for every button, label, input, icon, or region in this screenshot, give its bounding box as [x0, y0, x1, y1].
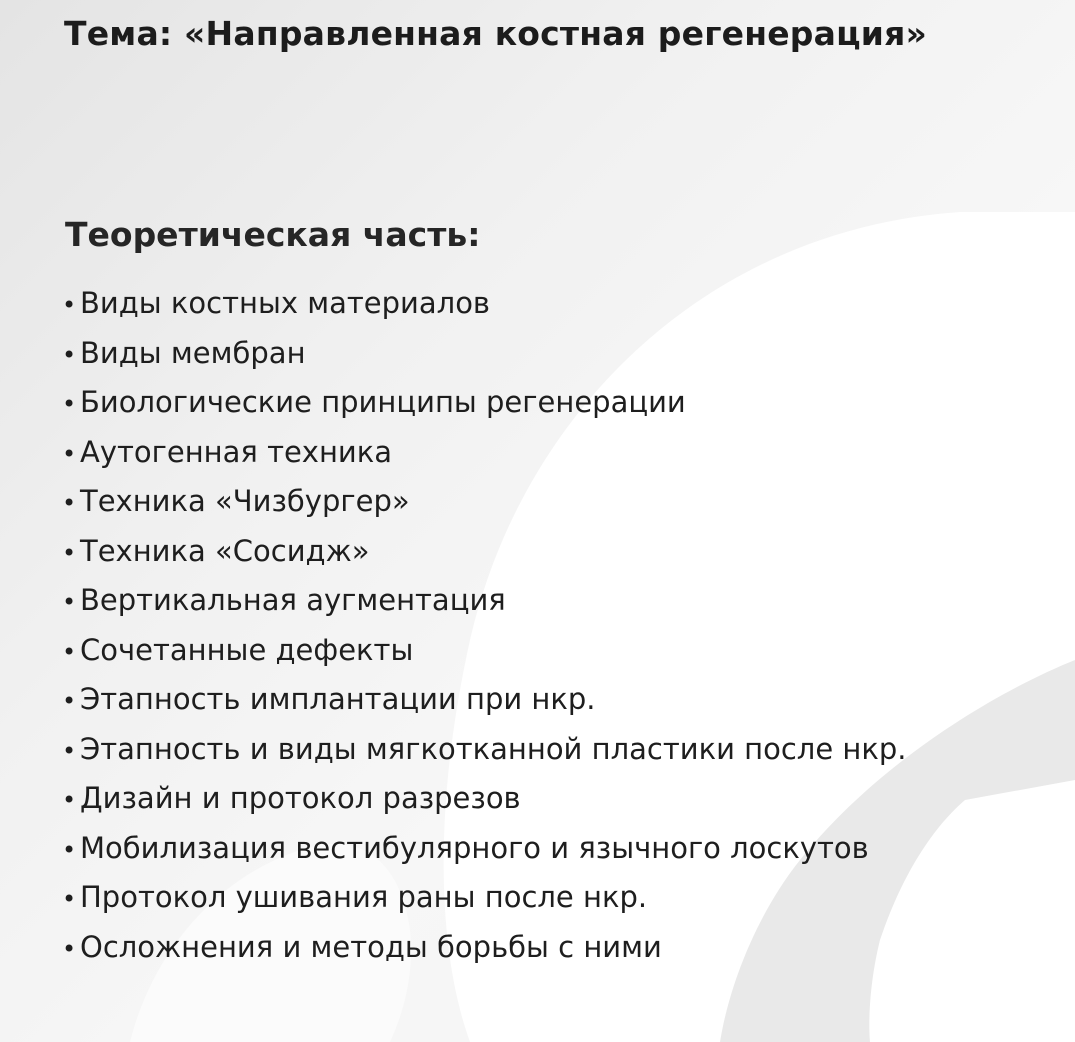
bullet-icon: •	[62, 390, 77, 418]
topic-label: Дизайн и протокол разрезов	[80, 781, 521, 815]
bullet-icon: •	[62, 588, 77, 616]
bullet-icon: •	[62, 291, 77, 319]
bullet-icon: •	[62, 934, 77, 963]
topic-label: Осложнения и методы борьбы с ними	[80, 929, 662, 964]
bullet-icon: •	[62, 736, 77, 765]
list-item	[62, 774, 907, 824]
topic-label: Техника «Сосидж»	[80, 533, 370, 568]
list-item	[62, 329, 907, 379]
list-item	[62, 626, 907, 676]
section-heading: Теоретическая часть:	[65, 215, 481, 254]
topic-list	[62, 279, 907, 972]
list-item	[62, 527, 907, 577]
bullet-icon: •	[62, 885, 77, 913]
topic-label: Этапность имплантации при нкр.	[80, 682, 596, 716]
bullet-icon: •	[62, 489, 77, 517]
list-item	[62, 675, 907, 725]
topic-label: Виды мембран	[80, 335, 306, 370]
topic-label: Виды костных материалов	[80, 286, 491, 320]
topic-label: Вертикальная аугментация	[80, 583, 506, 617]
list-item	[62, 923, 907, 973]
bullet-icon: •	[62, 439, 77, 468]
topic-label: Протокол ушивания раны после нкр.	[80, 880, 648, 914]
bullet-icon: •	[62, 538, 77, 567]
topic-label: Сочетанные дефекты	[80, 632, 414, 667]
list-item	[62, 477, 907, 527]
topic-label: Биологические принципы регенерации	[80, 385, 686, 419]
list-item	[62, 873, 907, 923]
bullet-icon: •	[62, 687, 77, 715]
list-item	[62, 576, 907, 626]
list-item	[62, 824, 907, 874]
list-item	[62, 378, 907, 428]
topic-label: Мобилизация вестибулярного и язычного лоскутов	[80, 830, 869, 865]
list-item	[62, 279, 907, 329]
page-title: Тема: «Направленная костная регенерация»	[64, 14, 927, 53]
list-item	[62, 428, 907, 478]
list-item	[62, 725, 907, 775]
topic-label: Аутогенная техника	[80, 434, 393, 469]
bullet-icon: •	[62, 637, 77, 666]
bullet-icon: •	[62, 340, 77, 369]
topic-label: Техника «Чизбургер»	[80, 484, 410, 518]
bullet-icon: •	[62, 835, 77, 864]
topic-label: Этапность и виды мягкотканной пластики после нкр.	[80, 731, 907, 766]
bullet-icon: •	[62, 786, 77, 814]
